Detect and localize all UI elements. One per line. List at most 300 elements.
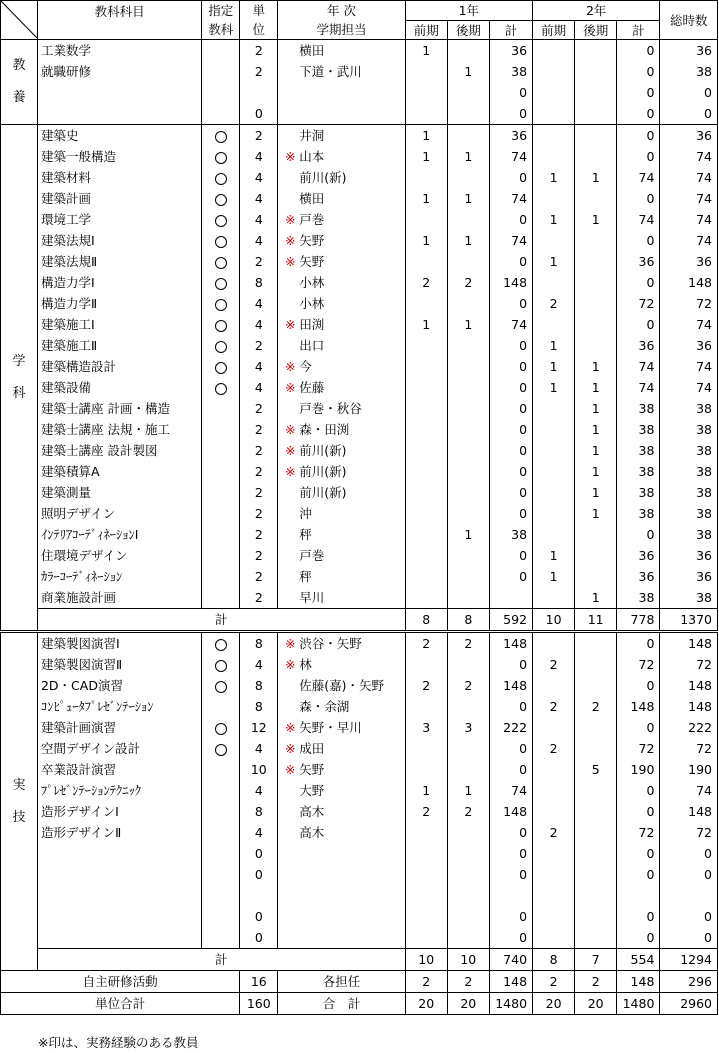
value-y2a: [533, 759, 575, 780]
header-year: 年 次: [278, 1, 405, 21]
teacher-cell: [278, 146, 405, 167]
subtotal-y1t: 592: [489, 609, 532, 632]
table-row: [1, 482, 718, 503]
subject-name: 建築計画演習: [37, 717, 201, 738]
practitioner-mark-icon: ※: [285, 212, 296, 227]
value-y2t: 0: [617, 927, 660, 949]
designated-circle-icon: [215, 660, 227, 672]
teacher-name: 成田: [299, 741, 325, 756]
value-y2b: 1: [575, 482, 617, 503]
table-row: [1, 822, 718, 843]
designated-cell: [202, 482, 240, 503]
unit-cell: 0: [240, 864, 278, 885]
value-y2t: 0: [617, 864, 660, 885]
subject-name: 建築士講座 法規・施工: [37, 419, 201, 440]
value-total: 38: [660, 61, 718, 82]
table-row: [1, 419, 718, 440]
value-total: 74: [660, 146, 718, 167]
unit-cell: 4: [240, 293, 278, 314]
value-y2a: 2: [533, 654, 575, 675]
subject-name: 住環境デザイン: [37, 545, 201, 566]
value-y1b: [447, 40, 489, 62]
practitioner-mark-icon: ※: [285, 317, 296, 332]
value-y2t: 36: [617, 545, 660, 566]
value-y2b: [575, 906, 617, 927]
grand-y1b: 20: [447, 993, 489, 1015]
teacher-name: 矢野: [299, 233, 325, 248]
value-y2a: [533, 843, 575, 864]
value-y1a: 2: [405, 632, 447, 655]
value-y2a: [533, 801, 575, 822]
value-total: 74: [660, 188, 718, 209]
value-y1b: [447, 759, 489, 780]
value-y1a: [405, 927, 447, 949]
value-y1a: [405, 545, 447, 566]
value-y2a: [533, 398, 575, 419]
value-y2b: [575, 654, 617, 675]
value-y1b: 2: [447, 675, 489, 696]
table-row: [1, 61, 718, 82]
subject-name: 建築計画: [37, 188, 201, 209]
teacher-cell: [278, 524, 405, 545]
teacher-cell: [278, 927, 405, 949]
value-y1a: [405, 696, 447, 717]
subject-name: 建築士講座 計画・構造: [37, 398, 201, 419]
designated-cell: [202, 356, 240, 377]
value-total: 36: [660, 566, 718, 587]
value-y2a: 1: [533, 566, 575, 587]
teacher-cell: [278, 82, 405, 103]
subtotal-y2a: 8: [533, 949, 575, 971]
subject-name: 建築材料: [37, 167, 201, 188]
value-y1b: [447, 251, 489, 272]
value-y1t: 74: [489, 314, 532, 335]
value-y2a: [533, 272, 575, 293]
designated-cell: [202, 251, 240, 272]
table-row: [1, 759, 718, 780]
unit-cell: 2: [240, 524, 278, 545]
designated-cell: [202, 167, 240, 188]
teacher-cell: [278, 419, 405, 440]
table-row: [1, 377, 718, 398]
value-y1b: 1: [447, 780, 489, 801]
value-y1a: [405, 864, 447, 885]
teacher-name: 今: [299, 359, 312, 374]
unit-cell: 8: [240, 675, 278, 696]
value-y2t: 0: [617, 146, 660, 167]
designated-cell: [202, 822, 240, 843]
unit-cell: 4: [240, 738, 278, 759]
unit-cell: 4: [240, 780, 278, 801]
value-y1b: [447, 293, 489, 314]
grand-label: 単位合計: [1, 993, 240, 1015]
teacher-name: 戸巻・秋谷: [299, 401, 362, 416]
header-credit-1: 単: [240, 1, 278, 21]
value-total: 36: [660, 40, 718, 62]
subject-name: ｲﾝﾃﾘｱｺｰﾃﾞｨﾈｰｼｮﾝⅠ: [37, 524, 201, 545]
value-y2b: [575, 524, 617, 545]
value-y1b: [447, 167, 489, 188]
unit-cell: 8: [240, 632, 278, 655]
designated-cell: [202, 717, 240, 738]
teacher-name: 森・田渕: [299, 422, 350, 437]
table-row: [1, 717, 718, 738]
value-y2t: 72: [617, 293, 660, 314]
value-total: 72: [660, 293, 718, 314]
value-y2a: 1: [533, 356, 575, 377]
value-y2t: 0: [617, 524, 660, 545]
subject-name: [37, 843, 201, 864]
value-y1b: [447, 738, 489, 759]
unit-cell: 0: [240, 843, 278, 864]
designated-cell: [202, 440, 240, 461]
table-row: [1, 82, 718, 103]
unit-cell: 2: [240, 419, 278, 440]
value-y1b: [447, 864, 489, 885]
value-y1t: 0: [489, 503, 532, 524]
teacher-name: 渋谷・矢野: [299, 636, 362, 651]
table-row: [1, 696, 718, 717]
subject-name: 建築施工Ⅰ: [37, 314, 201, 335]
teacher-name: 小林: [299, 275, 325, 290]
subject-name: ﾌﾟﾚｾﾞﾝﾃｰｼｮﾝﾃｸﾆｯｸ: [37, 780, 201, 801]
value-total: 148: [660, 801, 718, 822]
value-y1a: 2: [405, 675, 447, 696]
header-y2-zenki: 前期: [533, 21, 575, 40]
subject-name: 建築士講座 設計製図: [37, 440, 201, 461]
value-y1t: 0: [489, 906, 532, 927]
subtotal-row: [1, 949, 718, 971]
value-y1a: 2: [405, 272, 447, 293]
unit-cell: 2: [240, 545, 278, 566]
table-row: [1, 314, 718, 335]
practitioner-mark-icon: ※: [285, 443, 296, 458]
subject-name: ｺﾝﾋﾟｭｰﾀﾌﾟﾚｾﾞﾝﾃｰｼｮﾝ: [37, 696, 201, 717]
unit-cell: 4: [240, 209, 278, 230]
teacher-cell: [278, 482, 405, 503]
practitioner-mark-icon: ※: [285, 422, 296, 437]
value-y2b: [575, 103, 617, 125]
designated-cell: [202, 654, 240, 675]
header-designated-2: 教科: [202, 21, 240, 40]
subject-name: 建築施工Ⅱ: [37, 335, 201, 356]
designated-cell: [202, 927, 240, 949]
designated-cell: [202, 272, 240, 293]
value-total: 74: [660, 230, 718, 251]
value-y2t: 74: [617, 167, 660, 188]
unit-cell: 2: [240, 566, 278, 587]
subject-name: [37, 864, 201, 885]
teacher-name: 前川(新): [299, 485, 347, 500]
value-y2t: 0: [617, 272, 660, 293]
value-y2t: 38: [617, 398, 660, 419]
value-y2a: [533, 82, 575, 103]
value-total: 72: [660, 822, 718, 843]
value-y1t: 148: [489, 272, 532, 293]
value-y1t: 0: [489, 759, 532, 780]
subject-name: 建築製図演習Ⅱ: [37, 654, 201, 675]
teacher-name: 沖: [299, 506, 312, 521]
designated-cell: [202, 82, 240, 103]
unit-cell: [240, 885, 278, 906]
value-total: 38: [660, 503, 718, 524]
teacher-cell: [278, 822, 405, 843]
header-year1: 1年: [405, 1, 532, 21]
jishu-y1t: 148: [489, 971, 532, 993]
subject-name: 建築積算A: [37, 461, 201, 482]
value-total: 72: [660, 654, 718, 675]
teacher-cell: [278, 696, 405, 717]
teacher-name: 前川(新): [299, 443, 347, 458]
designated-cell: [202, 230, 240, 251]
value-y1a: [405, 440, 447, 461]
designated-cell: [202, 293, 240, 314]
practitioner-mark-icon: ※: [285, 149, 296, 164]
value-total: 38: [660, 419, 718, 440]
header-y2-kouki: 後期: [575, 21, 617, 40]
value-y1b: 1: [447, 146, 489, 167]
value-y2a: [533, 440, 575, 461]
value-y1a: 1: [405, 146, 447, 167]
value-y2a: [533, 717, 575, 738]
unit-cell: 4: [240, 654, 278, 675]
value-y1b: 1: [447, 524, 489, 545]
value-total: 36: [660, 335, 718, 356]
teacher-name: 出口: [299, 338, 325, 353]
designated-cell: [202, 885, 240, 906]
designated-circle-icon: [215, 194, 227, 206]
designated-cell: [202, 759, 240, 780]
teacher-cell: [278, 654, 405, 675]
value-y2a: [533, 632, 575, 655]
designated-cell: [202, 566, 240, 587]
value-y2t: 38: [617, 482, 660, 503]
value-y2a: [533, 40, 575, 62]
value-y1a: 1: [405, 188, 447, 209]
designated-circle-icon: [215, 131, 227, 143]
teacher-cell: [278, 398, 405, 419]
subject-name: [37, 906, 201, 927]
value-total: 74: [660, 167, 718, 188]
subject-name: 建築測量: [37, 482, 201, 503]
teacher-cell: [278, 209, 405, 230]
value-y2t: 74: [617, 377, 660, 398]
value-y2a: [533, 103, 575, 125]
value-y2t: 0: [617, 125, 660, 147]
value-y1t: 38: [489, 524, 532, 545]
teacher-name: 横田: [299, 43, 325, 58]
value-y1b: [447, 587, 489, 609]
subtotal-row: [1, 609, 718, 632]
subject-name: ｶﾗｰｺｰﾃﾞｨﾈｰｼｮﾝ: [37, 566, 201, 587]
table-row: [1, 103, 718, 125]
designated-cell: [202, 61, 240, 82]
header-designated-1: 指定: [202, 1, 240, 21]
table-row: [1, 906, 718, 927]
unit-cell: 2: [240, 40, 278, 62]
value-y1t: 38: [489, 61, 532, 82]
value-y2a: [533, 188, 575, 209]
designated-cell: [202, 146, 240, 167]
section-char: 技: [12, 809, 26, 825]
value-y2b: [575, 40, 617, 62]
unit-cell: 12: [240, 717, 278, 738]
value-y1t: 0: [489, 103, 532, 125]
value-y2t: 0: [617, 801, 660, 822]
subject-name: [37, 103, 201, 125]
subtotal-y1b: 10: [447, 949, 489, 971]
header-row-1: [1, 1, 718, 21]
table-row: [1, 188, 718, 209]
value-y1b: [447, 398, 489, 419]
value-total: 0: [660, 103, 718, 125]
subtotal-y2t: 778: [617, 609, 660, 632]
designated-circle-icon: [215, 383, 227, 395]
value-y2t: 72: [617, 738, 660, 759]
teacher-cell: [278, 759, 405, 780]
value-y2t: 0: [617, 61, 660, 82]
unit-cell: 2: [240, 125, 278, 147]
table-row: [1, 587, 718, 609]
value-y1t: 0: [489, 209, 532, 230]
value-y2b: [575, 927, 617, 949]
section-char: 科: [12, 385, 26, 401]
value-y1b: 2: [447, 632, 489, 655]
teacher-cell: [278, 440, 405, 461]
designated-cell: [202, 335, 240, 356]
unit-cell: 4: [240, 822, 278, 843]
value-y1t: 74: [489, 780, 532, 801]
value-y1b: [447, 906, 489, 927]
value-y2t: 38: [617, 440, 660, 461]
value-y1b: [447, 503, 489, 524]
subtotal-y1a: 8: [405, 609, 447, 632]
value-y2b: 1: [575, 398, 617, 419]
value-y2b: 2: [575, 696, 617, 717]
value-y1t: 0: [489, 82, 532, 103]
value-y1t: 36: [489, 125, 532, 147]
designated-cell: [202, 377, 240, 398]
value-y2b: [575, 885, 617, 906]
value-y2b: [575, 188, 617, 209]
jishu-y2b: 2: [575, 971, 617, 993]
value-y1b: [447, 461, 489, 482]
value-y2t: 0: [617, 314, 660, 335]
designated-cell: [202, 524, 240, 545]
value-y1t: [489, 587, 532, 609]
value-y2b: [575, 738, 617, 759]
value-y2t: 0: [617, 230, 660, 251]
value-y1b: 1: [447, 61, 489, 82]
designated-cell: [202, 103, 240, 125]
value-y2t: 38: [617, 587, 660, 609]
unit-cell: 8: [240, 801, 278, 822]
value-y1t: [489, 885, 532, 906]
value-y1b: [447, 545, 489, 566]
unit-cell: 2: [240, 335, 278, 356]
teacher-cell: [278, 103, 405, 125]
subject-name: 建築設備: [37, 377, 201, 398]
subject-name: 就職研修: [37, 61, 201, 82]
unit-cell: 2: [240, 587, 278, 609]
designated-circle-icon: [215, 362, 227, 374]
value-y1b: [447, 209, 489, 230]
value-y1t: 0: [489, 864, 532, 885]
value-y2a: [533, 524, 575, 545]
teacher-cell: [278, 125, 405, 147]
value-y2b: [575, 717, 617, 738]
practitioner-mark-icon: ※: [285, 720, 296, 735]
jishu-label: 自主研修活動: [1, 971, 240, 993]
value-y1t: 0: [489, 738, 532, 759]
designated-cell: [202, 675, 240, 696]
designated-circle-icon: [215, 152, 227, 164]
value-y2a: [533, 461, 575, 482]
section-label-jitsugi: [1, 632, 38, 971]
subject-name: 建築構造設計: [37, 356, 201, 377]
unit-cell: 4: [240, 377, 278, 398]
value-y2t: 74: [617, 356, 660, 377]
designated-cell: [202, 188, 240, 209]
unit-cell: [240, 82, 278, 103]
value-y1a: [405, 209, 447, 230]
value-y1t: 0: [489, 356, 532, 377]
value-total: 38: [660, 440, 718, 461]
value-y2b: [575, 675, 617, 696]
value-y2t: 36: [617, 335, 660, 356]
section-char: 養: [12, 90, 26, 105]
value-y1t: 0: [489, 927, 532, 949]
value-y2b: 1: [575, 461, 617, 482]
subject-name: 造形デザインⅠ: [37, 801, 201, 822]
value-y2t: 74: [617, 209, 660, 230]
teacher-cell: [278, 738, 405, 759]
table-row: [1, 545, 718, 566]
subject-name: 卒業設計演習: [37, 759, 201, 780]
subject-name: 空間デザイン設計: [37, 738, 201, 759]
value-y1a: 1: [405, 40, 447, 62]
subject-name: 建築製図演習Ⅰ: [37, 632, 201, 655]
value-y1t: 0: [489, 251, 532, 272]
value-y2a: 1: [533, 545, 575, 566]
designated-cell: [202, 738, 240, 759]
teacher-cell: [278, 293, 405, 314]
teacher-name: 早川: [299, 590, 325, 605]
practitioner-mark-icon: ※: [285, 254, 296, 269]
unit-cell: 2: [240, 461, 278, 482]
value-y2a: [533, 146, 575, 167]
value-y1b: [447, 822, 489, 843]
value-y1b: [447, 440, 489, 461]
value-total: 38: [660, 482, 718, 503]
section-char: 教: [12, 58, 26, 73]
unit-cell: 2: [240, 398, 278, 419]
jishu-row: [1, 971, 718, 993]
unit-cell: 2: [240, 503, 278, 524]
designated-circle-icon: [215, 723, 227, 735]
practitioner-mark-icon: ※: [285, 380, 296, 395]
value-y1b: [447, 103, 489, 125]
subtotal-total: 1370: [660, 609, 718, 632]
value-y2a: 2: [533, 696, 575, 717]
teacher-cell: [278, 272, 405, 293]
value-y2b: [575, 335, 617, 356]
unit-cell: 4: [240, 230, 278, 251]
teacher-name: 戸巻: [299, 548, 325, 563]
teacher-cell: [278, 675, 405, 696]
value-y2a: [533, 419, 575, 440]
grand-row: [1, 993, 718, 1015]
